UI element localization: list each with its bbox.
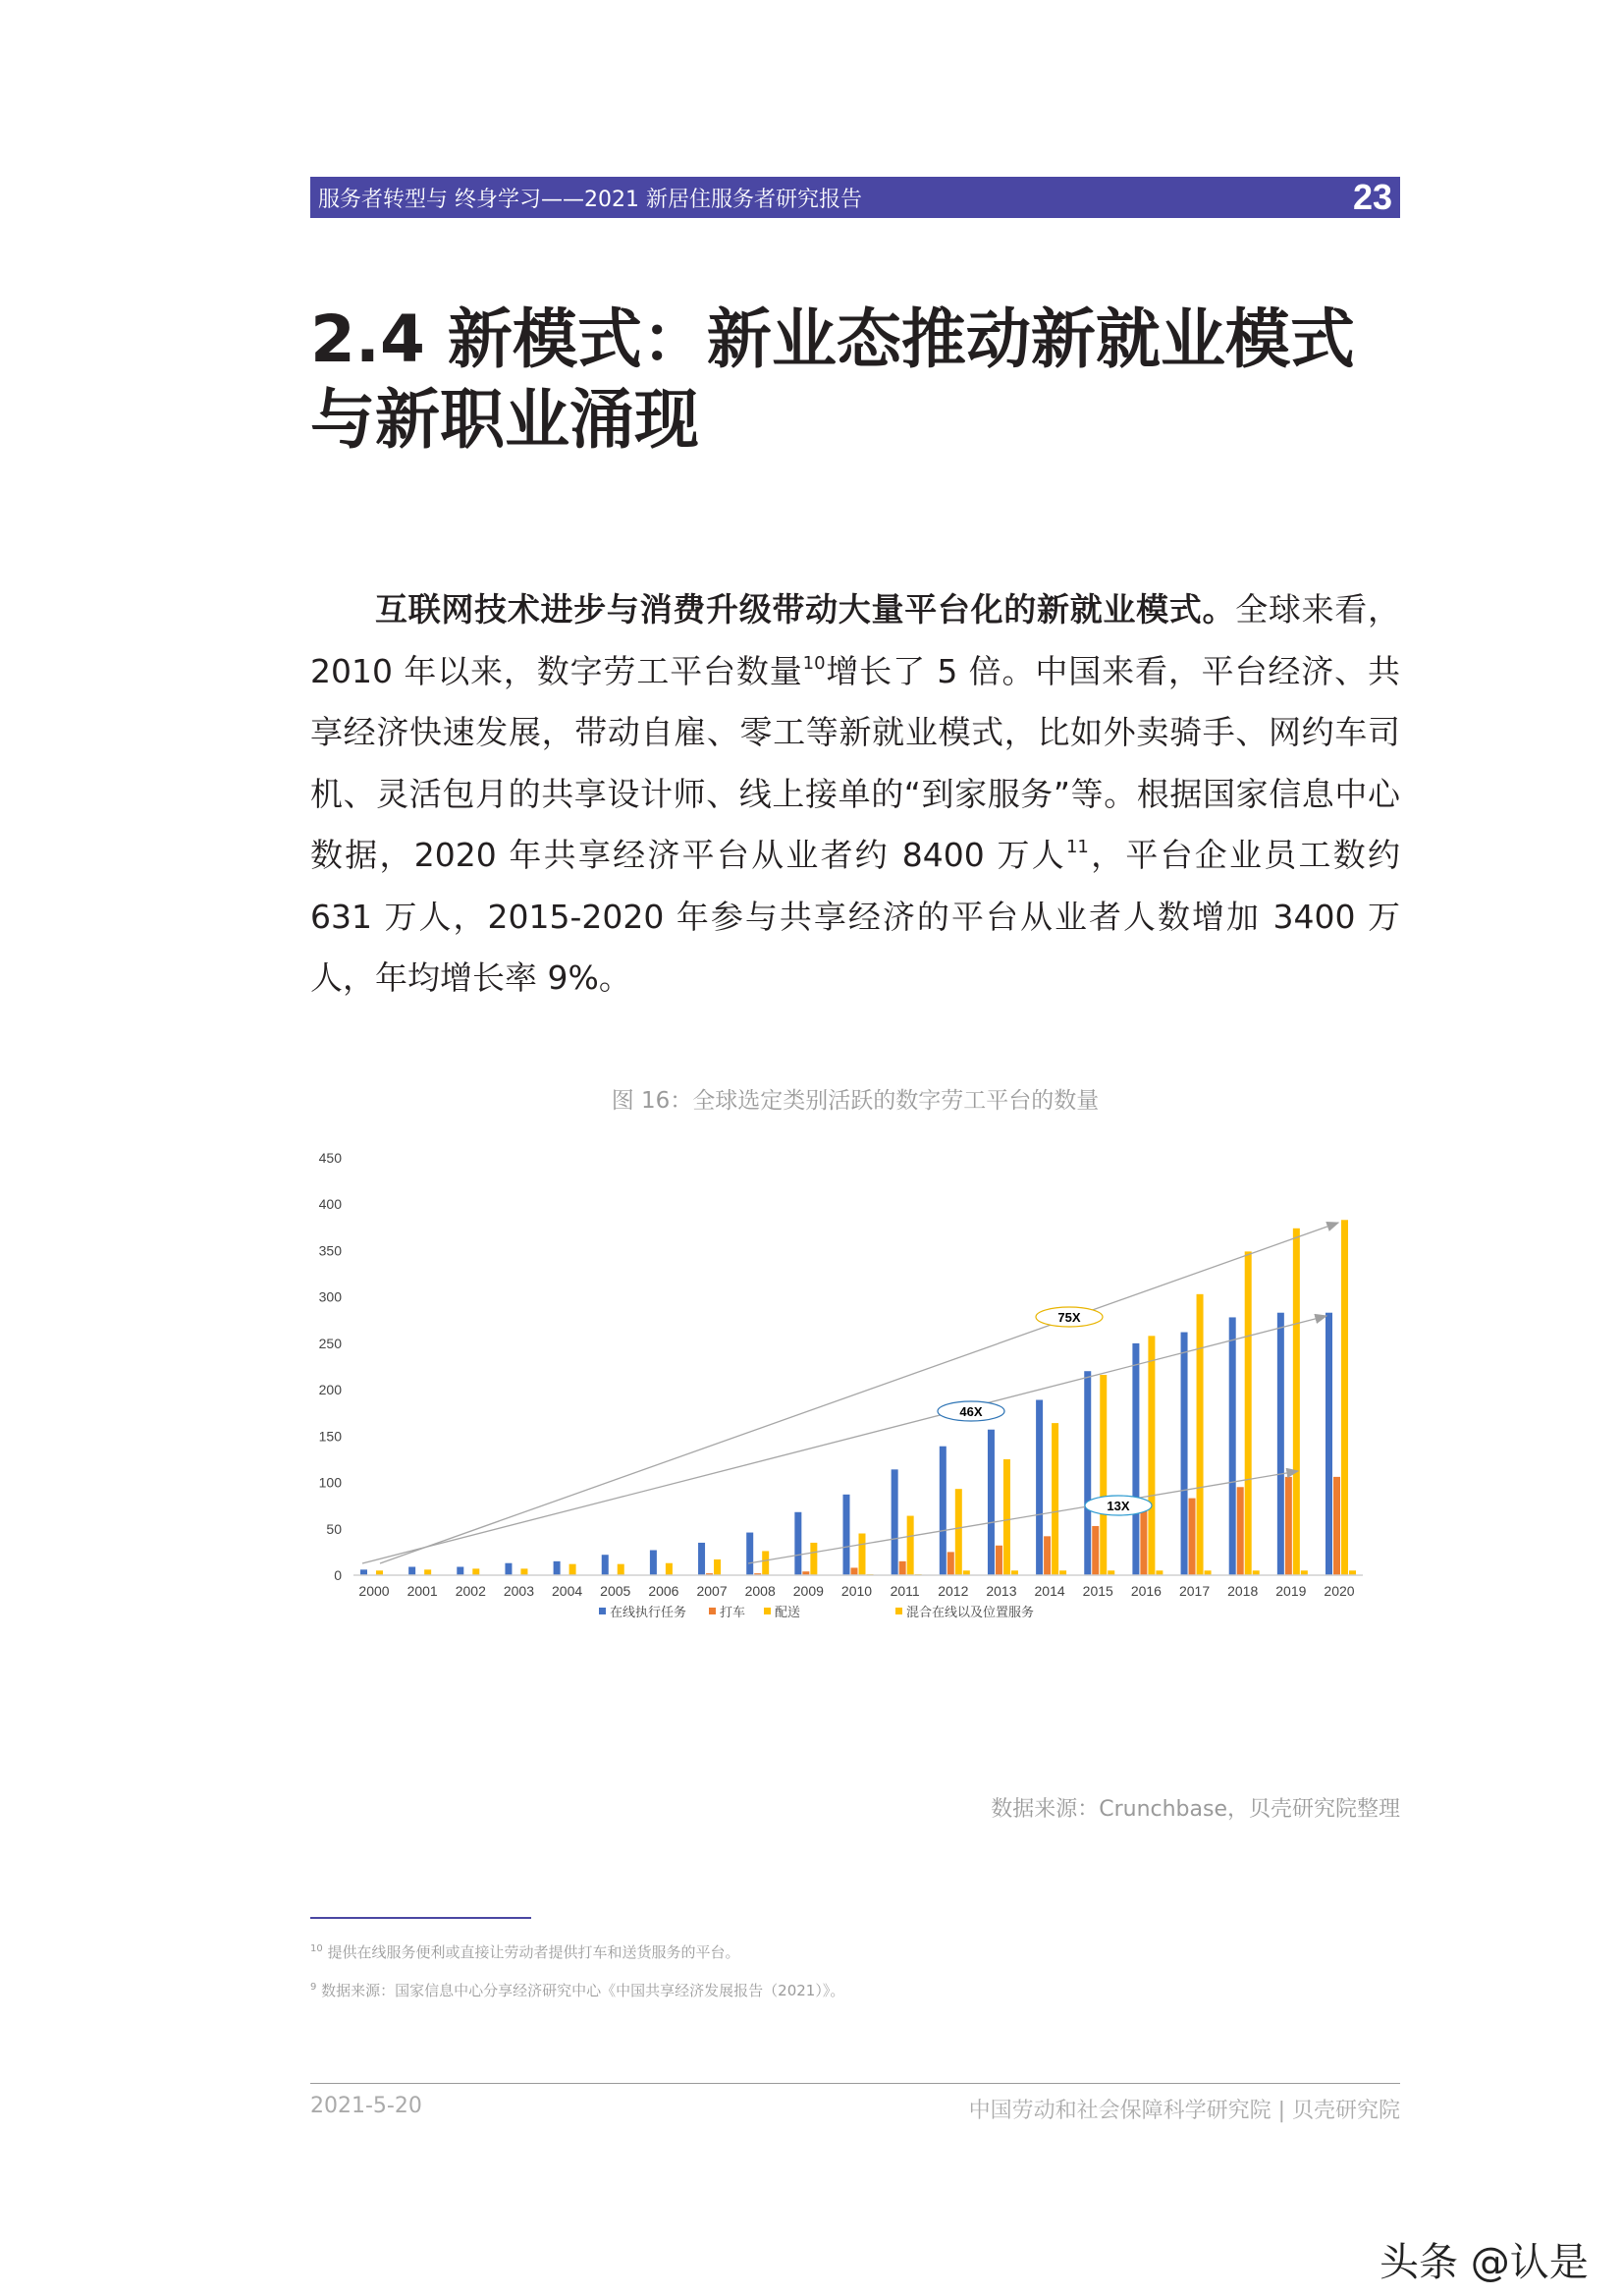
body-paragraph [310,579,1400,1010]
annotation-label: 13X [1107,1499,1130,1513]
footer-date: 2021-5-20 [310,2094,422,2118]
y-tick-label: 300 [318,1288,342,1305]
footnote-text: 提供在线服务便利或直接让劳动者提供打车和送货服务的平台。 [327,1943,740,1961]
x-tick-label: 2007 [696,1583,728,1599]
x-tick-label: 2003 [503,1583,535,1599]
x-tick-label: 2010 [840,1583,873,1599]
footer-organization: 中国劳动和社会保障科学研究院 | 贝壳研究院 [968,2099,1400,2123]
y-tick-label: 250 [318,1335,342,1351]
page-number: 23 [1352,177,1392,217]
bar-在线执行任务-2009 [794,1512,801,1575]
bar-在线执行任务-2014 [1036,1400,1043,1576]
section-title-line1: 2.4 新模式：新业态推动新就业模式 [310,301,1355,377]
footnote-text: 数据来源：国家信息中心分享经济研究中心《中国共享经济发展报告（2021）》。 [321,1982,845,1999]
annotation-13x [1085,1496,1152,1515]
legend-swatch [895,1608,902,1614]
report-title: 服务者转型与 终身学习——2021 新居住服务者研究报告 [318,187,862,212]
x-tick-label: 2019 [1275,1583,1307,1599]
bar-chart [295,1139,1414,1630]
bar-在线执行任务-2008 [746,1533,753,1575]
x-tick-label: 2013 [986,1583,1017,1599]
section-title [310,300,1410,461]
y-tick-label: 200 [318,1382,342,1398]
bar-打车-2010 [851,1567,858,1575]
y-tick-label: 0 [334,1567,342,1583]
footnote-10 [310,1941,740,1962]
annotation-label: 46X [959,1404,983,1419]
annotation-label: 75X [1057,1310,1081,1325]
annotation-75x [1036,1307,1103,1327]
chart-legend [599,1605,1034,1620]
legend-label: 混合在线以及位置服务 [906,1606,1035,1620]
legend-swatch [764,1608,771,1614]
bar-配送-2010 [859,1534,866,1576]
x-tick-label: 2002 [455,1583,486,1599]
trend-line-13x [748,1471,1298,1563]
y-tick-label: 350 [318,1242,342,1259]
x-tick-label: 2016 [1130,1583,1162,1599]
figure-caption: 图 16：全球选定类别活跃的数字劳工平台的数量 [611,1088,1100,1114]
y-tick-label: 150 [318,1428,342,1445]
bar-在线执行任务-2000 [360,1569,367,1575]
footnote-9 [310,1980,844,2000]
text-part: 增长了 5 倍。中国来看，平台经济、共享经济快速发展，带动自雇、零工等新就业模式，比如外卖骑手、网约车司机、灵活包月的共享设计师、线上接单的“到家服务”等。根据国家信息中心数据，2020 年共享经济平台从业者约 8400 万人 [310,651,1400,874]
bar-打车-2018 [1237,1487,1244,1575]
bar-在线执行任务-2003 [505,1563,512,1575]
bar-配送-2007 [714,1559,721,1575]
x-tick-label: 2018 [1227,1583,1259,1599]
footer-rule [310,2083,1400,2084]
bar-打车-2016 [1140,1508,1147,1575]
bar-配送-2020 [1341,1220,1348,1575]
legend-label: 打车 [720,1606,746,1620]
figure-source: 数据来源：Crunchbase，贝壳研究院整理 [991,1797,1400,1822]
bar-在线执行任务-2020 [1325,1313,1332,1575]
bar-在线执行任务-2011 [892,1469,898,1575]
bar-配送-2013 [1003,1459,1010,1575]
bar-配送-2012 [955,1489,962,1575]
bar-在线执行任务-2015 [1084,1371,1091,1575]
bar-打车-2020 [1333,1477,1340,1575]
footnote-divider [310,1917,531,1919]
x-tick-label: 2020 [1324,1583,1355,1599]
bar-配送-2004 [569,1564,576,1575]
bar-打车-2019 [1285,1477,1292,1575]
watermark: 头条 @认是 [1380,2240,1589,2285]
bar-在线执行任务-2018 [1229,1317,1236,1575]
x-tick-label: 2017 [1178,1583,1211,1599]
lead-sentence: 互联网技术进步与消费升级带动大量平台化的新就业模式。 [375,590,1236,629]
bar-配送-2016 [1148,1336,1155,1575]
annotation-46x [938,1401,1004,1421]
x-tick-label: 2015 [1082,1583,1113,1599]
legend-swatch [599,1608,606,1614]
x-tick-label: 2009 [792,1583,824,1599]
footnote-number: 10 [310,1943,323,1954]
bar-在线执行任务-2010 [843,1495,850,1575]
bar-在线执行任务-2007 [698,1543,705,1575]
bar-在线执行任务-2006 [650,1551,657,1576]
running-header [310,177,1400,218]
bar-配送-2014 [1052,1423,1058,1575]
footnote-ref: 11 [1065,837,1089,857]
legend-label: 在线执行任务 [610,1606,687,1620]
text-part: ，平台企业员工数约 631 万人，2015-2020 年参与共享经济的平台从业者人数增加 3400 万人，年均增长率 9%。 [310,836,1400,997]
x-tick-label: 2012 [938,1583,969,1599]
x-tick-label: 2011 [890,1583,920,1599]
bar-在线执行任务-2019 [1277,1313,1284,1575]
bar-在线执行任务-2016 [1132,1343,1139,1575]
bar-配送-2005 [618,1564,624,1575]
bar-打车-2011 [899,1561,906,1575]
bar-配送-2001 [424,1569,431,1575]
bar-配送-2018 [1245,1251,1252,1575]
x-tick-label: 2014 [1034,1583,1065,1599]
bar-在线执行任务-2013 [988,1430,995,1575]
legend-swatch [709,1608,716,1614]
y-tick-label: 400 [318,1196,342,1213]
bar-配送-2009 [810,1543,817,1575]
bar-配送-2002 [472,1568,479,1575]
bar-打车-2014 [1044,1536,1051,1575]
bar-在线执行任务-2017 [1181,1333,1188,1575]
bar-在线执行任务-2005 [602,1555,609,1575]
x-tick-label: 2004 [552,1583,583,1599]
bar-打车-2015 [1092,1526,1099,1575]
footnote-number: 9 [310,1982,317,1993]
bar-配送-2003 [520,1568,527,1575]
bar-配送-2015 [1100,1375,1107,1575]
x-tick-label: 2008 [744,1583,776,1599]
bar-在线执行任务-2002 [457,1567,463,1576]
x-tick-label: 2000 [358,1583,390,1599]
y-tick-label: 50 [326,1520,342,1537]
bar-在线执行任务-2012 [940,1447,947,1575]
y-tick-label: 100 [318,1474,342,1491]
x-tick-label: 2006 [648,1583,679,1599]
bar-配送-2006 [666,1563,673,1575]
bar-配送-2019 [1293,1229,1300,1575]
bar-在线执行任务-2001 [408,1567,415,1576]
y-tick-label: 450 [318,1150,342,1166]
bar-配送-2011 [907,1516,914,1575]
section-title-line2: 与新职业涌现 [310,382,699,458]
text-part: 全球来看，2010 年以来，数字劳工平台数量 [310,590,1401,690]
x-tick-label: 2001 [406,1583,438,1599]
bar-配送-2017 [1197,1294,1204,1575]
bar-打车-2013 [996,1546,1002,1575]
legend-label: 配送 [775,1606,801,1620]
x-tick-label: 2005 [600,1583,631,1599]
bar-在线执行任务-2004 [554,1561,561,1575]
bar-打车-2012 [947,1552,954,1575]
footnote-ref: 10 [802,652,826,674]
bar-配送-2008 [762,1551,769,1575]
bar-打车-2017 [1189,1499,1196,1575]
